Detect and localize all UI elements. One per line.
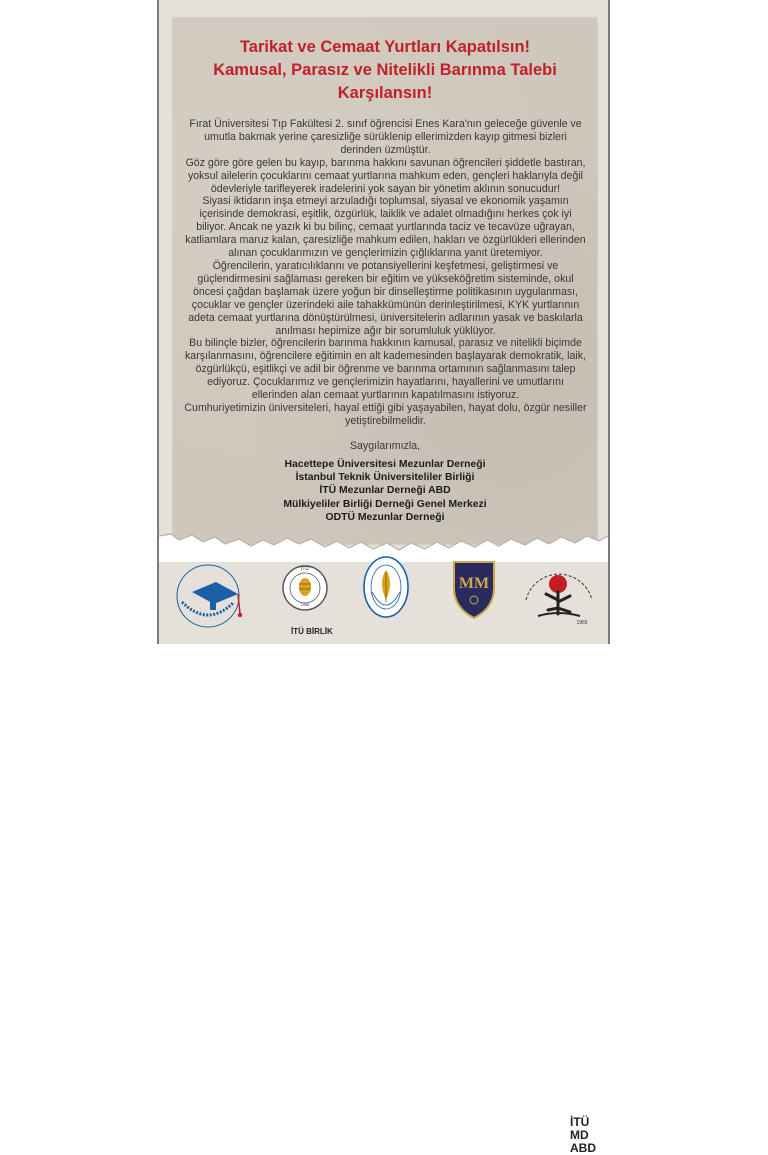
page-title <box>173 36 597 105</box>
paragraph-2: Göz göre göre gelen bu kayıp, barınma hakkını savunan öğrencileri şiddetle bastıran, yoksul ailelerin çocuklarını cemaat yurtlarına mahkum eden, gençleri haklarıyla değil ödevleriyle tarifleyerek iradelerini yok sayan bir yönetim aklının sonucudur! <box>185 156 586 195</box>
signatory-list <box>173 458 597 524</box>
itu-seal-logo <box>360 552 412 622</box>
odtu-mezunlar-logo <box>518 552 600 628</box>
odtu-year: 1965 <box>576 620 588 626</box>
paragraph-1: Fırat Üniversitesi Tıp Fakültesi 2. sınıf öğrencisi Enes Kara'nın geleceğe güvenle ve umutla bakmak yerine çaresizliğe sürüklenip ellerimizden kayıp gitmesi bizleri derinden üzmüştür. <box>189 118 582 156</box>
title-line-1: Tarikat ve Cemaat Yurtları Kapatılsın! <box>239 38 531 56</box>
paragraph-5: Bu bilinçle bizler, öğrencilerin barınma hakkının kamusal, parasız ve nitelikli biçimde karşılanmasını, öğrencilere eğitimin en alt kademesinden başlayarak demokratik, laik, özgürlükçü, eşitlikçi ve adil bir öğrenme ve barınma ortamının sağlanmasını talep ediyoruz. Çocuklarımız ve gençlerimizin hayatlarını, hayallerini ve umutlarını ellerinden alan cemaat yurtlarının kapatılmasını istiyoruz. <box>185 337 586 402</box>
paragraph-6: Cumhuriyetimizin üniversiteleri, hayal ettiği gibi yaşayabilen, hayat dolu, özgür nesiller yetiştirebilmelidir. <box>184 401 587 427</box>
mulkiyeliler-shield-logo <box>450 558 498 620</box>
itu-birlik-caption: İTÜ BİRLİK <box>291 627 333 636</box>
title-line-2: Kamusal, Parasız ve Nitelikli Barınma Talebi <box>213 61 557 79</box>
signatory-odtu: ODTÜ Mezunlar Derneği <box>325 511 445 523</box>
paragraph-4: Öğrencilerin, yaratıcılıklarını ve potansiyellerini keşfetmesi, geliştirmesi ve güçlendirmesini sağlaması gereken bir eğitim ve yükseköğretim sisteminde, okul öncesi çağdan başlamak üzere yoğun bir dinselleştirme politikasının uygulanması, çocuklar ve gençler üzerindeki aile tahakkümünün derinleştirilmesi, KYK yurtlarının adeta cemaat yurtlarına dönüştürülmesi, üniversitelerin adlarının yasak ve baskılarla anılması hepimize ağır bir sorumluluk yüklüyor. <box>188 259 583 337</box>
itu-birlik-ring-text: İTÜ <box>300 566 310 572</box>
signatory-itu-birlik: İstanbul Teknik Üniversiteliler Birliği <box>295 472 475 484</box>
paragraph-3: Siyasi iktidarın inşa etmeyi arzuladığı toplumsal, siyasal ve ekonomik yaşamın içerisinde demokrasi, eşitlik, özgürlük, laiklik ve adalet olmadığını herkes çok iyi biliyor. Ancak ne yazık ki bu bilinç, cemaat yurtlarında taciz ve tecavüze uğrayan, katliamlara maruz kalan, çaresizliğe mahkum edilen, hakları ve özgürlükleri ellerinden alınan çocuklarımızın ve gençlerimizin çığlıklarına yanıt üretemiyor. <box>185 195 586 260</box>
itu-md-abd-wordmark: İTÜ MD ABD <box>570 1115 596 1155</box>
itu-birlik-year: 1956 <box>300 602 310 607</box>
signatory-itu-md-abd: İTÜ Mezunlar Derneği ABD <box>319 485 451 497</box>
hacettepe-mezunlar-logo <box>172 558 250 632</box>
logo-strip <box>160 548 608 1155</box>
statement-body <box>183 118 588 428</box>
mm-letters: MM <box>458 575 490 592</box>
signatory-mulkiyeliler: Mülkiyeliler Birliği Derneği Genel Merkezi <box>283 498 487 510</box>
signatory-hacettepe: Hacettepe Üniversitesi Mezunlar Derneği <box>284 459 486 470</box>
itu-birlik-logo <box>280 554 330 626</box>
sign-off: Saygılarımızla, <box>349 440 421 452</box>
title-line-3: Karşılansın! <box>337 84 433 102</box>
